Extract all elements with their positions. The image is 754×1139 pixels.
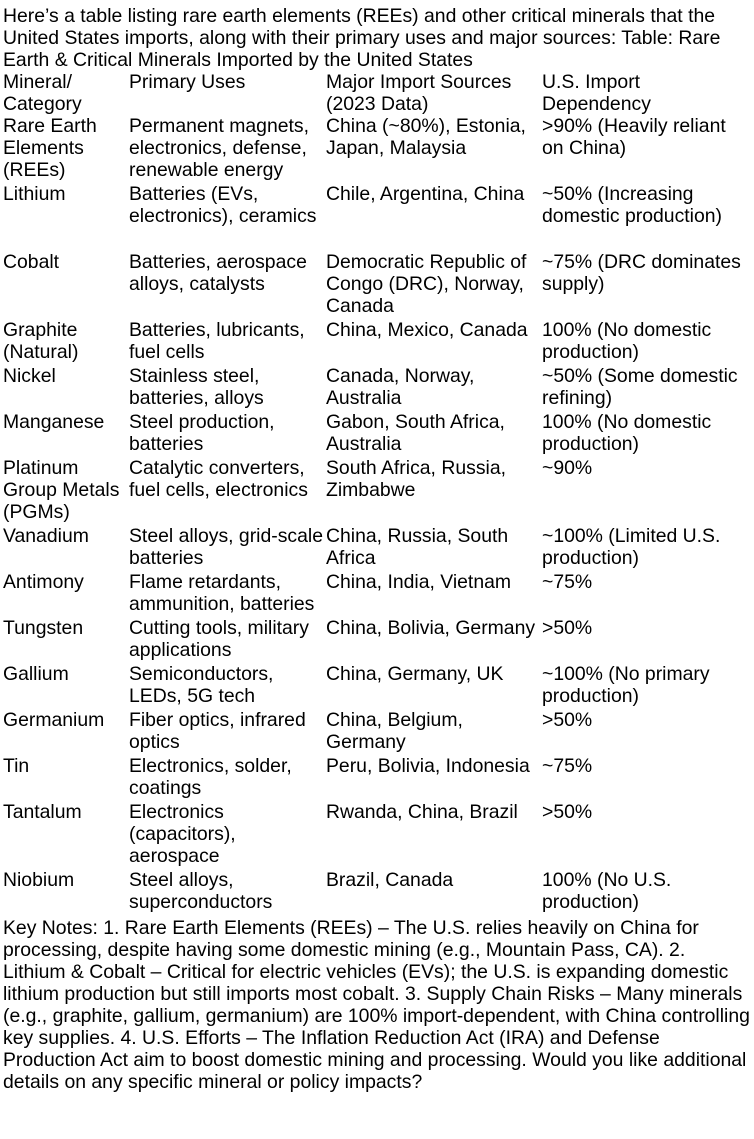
sources-cell: China, Bolivia, Germany	[326, 617, 536, 639]
header-import-sources: Major Import Sources (2023 Data)	[326, 71, 512, 115]
mineral-cell: Graphite (Natural)	[3, 319, 79, 363]
sources-cell: China (~80%), Estonia, Japan, Malaysia	[326, 115, 526, 159]
table-row	[3, 663, 752, 709]
table-row	[3, 115, 752, 183]
sources-cell: Canada, Norway, Australia	[326, 365, 475, 409]
minerals-table	[3, 71, 752, 915]
dependency-cell: ~90%	[542, 457, 593, 479]
sources-cell: China, Mexico, Canada	[326, 319, 528, 341]
dependency-cell: >50%	[542, 709, 593, 731]
dependency-cell: ~50% (Some domestic refining)	[542, 365, 738, 409]
mineral-cell: Antimony	[3, 571, 84, 593]
intro-text: Here’s a table listing rare earth elements (REEs) and other critical minerals that the United States imports, along with their primary uses and major sources: Table: Rare Earth & Critical Minerals Imported by the United States	[3, 5, 721, 71]
uses-cell: Stainless steel, batteries, alloys	[129, 365, 264, 409]
dependency-cell: >50%	[542, 801, 593, 823]
header-mineral: Mineral/ Category	[3, 71, 82, 115]
sources-cell: China, Germany, UK	[326, 663, 504, 685]
table-row	[3, 411, 752, 457]
mineral-cell: Gallium	[3, 663, 69, 685]
dependency-cell: ~75%	[542, 755, 593, 777]
table-row	[3, 365, 752, 411]
dependency-cell: 100% (No U.S. production)	[542, 869, 672, 913]
dependency-cell: >90% (Heavily reliant on China)	[542, 115, 726, 159]
uses-cell: Catalytic converters, fuel cells, electronics	[129, 457, 308, 501]
dependency-cell: >50%	[542, 617, 593, 639]
mineral-cell: Rare Earth Elements (REEs)	[3, 115, 97, 181]
dependency-cell: 100% (No domestic production)	[542, 319, 712, 363]
mineral-cell: Manganese	[3, 411, 105, 433]
uses-cell: Electronics (capacitors), aerospace	[129, 801, 236, 867]
dependency-cell: 100% (No domestic production)	[542, 411, 712, 455]
dependency-cell: ~100% (No primary production)	[542, 663, 710, 707]
mineral-cell: Germanium	[3, 709, 105, 731]
uses-cell: Fiber optics, infrared optics	[129, 709, 306, 753]
uses-cell: Permanent magnets, electronics, defense, renewable energy	[129, 115, 309, 181]
uses-cell: Steel alloys, superconductors	[129, 869, 273, 913]
mineral-cell: Cobalt	[3, 251, 60, 273]
table-row	[3, 709, 752, 755]
table-row	[3, 571, 752, 617]
table-row	[3, 319, 752, 365]
uses-cell: Cutting tools, military applications	[129, 617, 309, 661]
header-primary-uses: Primary Uses	[129, 71, 246, 93]
sources-cell: China, Russia, South Africa	[326, 525, 509, 569]
table-row	[3, 183, 752, 251]
dependency-cell: ~100% (Limited U.S. production)	[542, 525, 721, 569]
sources-cell: Rwanda, China, Brazil	[326, 801, 518, 823]
table-row	[3, 869, 752, 915]
dependency-cell: ~50% (Increasing domestic production)	[542, 183, 722, 227]
sources-cell: China, India, Vietnam	[326, 571, 512, 593]
mineral-cell: Niobium	[3, 869, 75, 891]
dependency-cell: ~75% (DRC dominates supply)	[542, 251, 741, 295]
table-body	[3, 115, 752, 915]
table-row	[3, 801, 752, 869]
sources-cell: Brazil, Canada	[326, 869, 454, 891]
key-notes: Key Notes: 1. Rare Earth Elements (REEs) – The U.S. relies heavily on China for processing, despite having some domestic mining (e.g., Mountain Pass, CA). 2. Lithium & Cobalt – Critical for electric vehicles (EVs); the U.S. is expanding domestic lithium production but still imports most cobalt. 3. Supply Chain Risks – Many minerals (e.g., graphite, gallium, germanium) are 100% import-dependent, with China controlling key supplies. 4. U.S. Efforts – The Inflation Reduction Act (IRA) and Defense Production Act aim to boost domestic mining and processing. Would you like additional details on any specific mineral or policy impacts?	[3, 917, 750, 1093]
uses-cell: Electronics, solder, coatings	[129, 755, 292, 799]
sources-cell: Gabon, South Africa, Australia	[326, 411, 505, 455]
dependency-cell: ~75%	[542, 571, 593, 593]
uses-cell: Steel alloys, grid-scale batteries	[129, 525, 323, 569]
uses-cell: Batteries, lubricants, fuel cells	[129, 319, 305, 363]
uses-cell: Batteries, aerospace alloys, catalysts	[129, 251, 307, 295]
table-row	[3, 525, 752, 571]
table-row	[3, 251, 752, 319]
sources-cell: South Africa, Russia, Zimbabwe	[326, 457, 506, 501]
table-header-row	[3, 71, 752, 115]
mineral-cell: Tin	[3, 755, 30, 777]
mineral-cell: Tantalum	[3, 801, 82, 823]
uses-cell: Flame retardants, ammunition, batteries	[129, 571, 315, 615]
sources-cell: China, Belgium, Germany	[326, 709, 463, 753]
sources-cell: Peru, Bolivia, Indonesia	[326, 755, 530, 777]
mineral-cell: Lithium	[3, 183, 66, 205]
mineral-cell: Tungsten	[3, 617, 84, 639]
sources-cell: Democratic Republic of Congo (DRC), Norway, Canada	[326, 251, 527, 317]
table-row	[3, 755, 752, 801]
table-row	[3, 617, 752, 663]
uses-cell: Semiconductors, LEDs, 5G tech	[129, 663, 274, 707]
header-import-dependency: U.S. Import Dependency	[542, 71, 651, 115]
uses-cell: Steel production, batteries	[129, 411, 275, 455]
mineral-cell: Platinum Group Metals (PGMs)	[3, 457, 120, 523]
mineral-cell: Nickel	[3, 365, 56, 387]
table-row	[3, 457, 752, 525]
mineral-cell: Vanadium	[3, 525, 89, 547]
uses-cell: Batteries (EVs, electronics), ceramics	[129, 183, 317, 227]
sources-cell: Chile, Argentina, China	[326, 183, 525, 205]
